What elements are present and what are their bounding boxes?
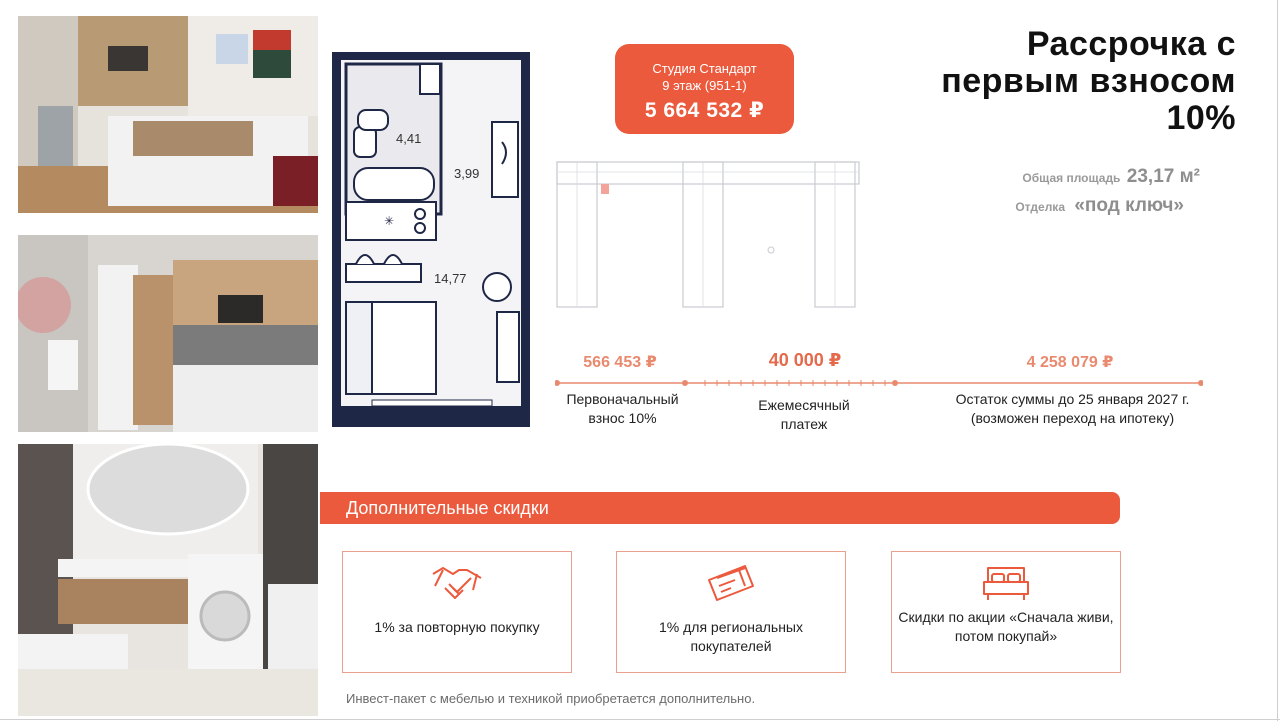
discount-card-repeat-purchase [342, 551, 572, 673]
down-payment-description: Первоначальный взнос 10% [566, 391, 679, 426]
finish-row [1015, 195, 1184, 217]
apartment-floor: 9 этаж (951-1) [662, 78, 747, 93]
remaining-amount: 4 258 079 ₽ [1026, 354, 1114, 371]
discount-text-regional: 1% для региональных покупателей [659, 619, 803, 654]
photo-kitchen [18, 235, 318, 432]
headline-line3: 10% [1166, 99, 1236, 137]
apartment-floor-plan [332, 52, 530, 427]
price-badge [615, 44, 794, 134]
headline-line2: первым взносом [941, 62, 1236, 100]
down-payment-amount: 566 453 ₽ [583, 354, 657, 371]
payment-timeline [555, 376, 1203, 390]
remaining-description: Остаток суммы до 25 января 2027 г. (возможен переход на ипотеку) [955, 391, 1190, 426]
bed-icon [980, 560, 1032, 604]
room-area-living: 14,77 [434, 271, 467, 286]
area-row [1022, 166, 1200, 188]
area-value: 23,17 м² [1126, 166, 1200, 187]
building-floor-plan [555, 160, 860, 310]
apartment-type: Студия Стандарт [652, 61, 757, 76]
monthly-payment-amount: 40 000 ₽ [768, 350, 842, 370]
svg-text:✳: ✳ [384, 214, 395, 228]
apartment-price: 5 664 532 ₽ [644, 99, 765, 122]
discount-text-promo: Скидки по акции «Сначала живи, потом покупай» [898, 609, 1114, 644]
discount-card-promo [891, 551, 1121, 673]
room-area-bathroom: 4,41 [396, 131, 422, 146]
headline-line1: Рассрочка с [1026, 25, 1236, 63]
finish-value: «под ключ» [1074, 195, 1184, 216]
finish-label: Отделка [1015, 200, 1065, 214]
frame-border [1277, 0, 1278, 721]
headline [816, 26, 1236, 137]
room-area-hallway: 3,99 [454, 166, 480, 181]
handshake-icon [431, 560, 483, 604]
photo-room-interior [18, 16, 318, 213]
photo-bathroom [18, 444, 318, 716]
footnote: Инвест-пакет с мебелью и техникой приобретается дополнительно. [346, 691, 756, 706]
discount-text-repeat-purchase: 1% за повторную покупку [374, 619, 540, 635]
tickets-icon [705, 560, 757, 604]
area-label: Общая площадь [1022, 171, 1121, 185]
monthly-payment-description: Ежемесячный платеж [758, 397, 850, 432]
discounts-title: Дополнительные скидки [346, 498, 549, 518]
frame-border [0, 719, 1280, 720]
discount-card-regional [616, 551, 846, 673]
discounts-header [320, 492, 1120, 524]
